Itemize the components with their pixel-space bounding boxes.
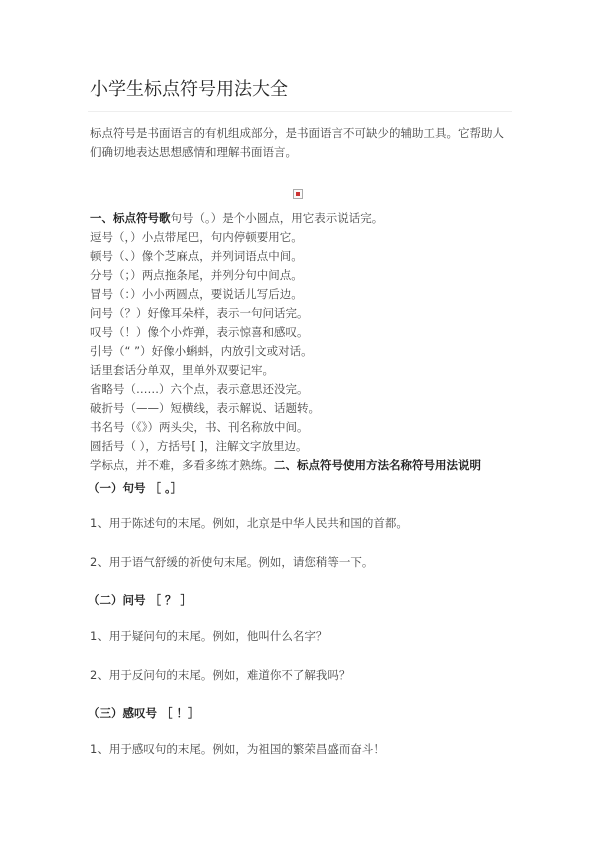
section-heading-exclamation: （三）感叹号 ［ ！］ xyxy=(88,706,200,720)
song-line: 叹号（！）像个小炸弹，表示惊喜和感叹。 xyxy=(90,325,309,339)
section-2-heading: 二、标点符号使用方法名称符号用法说明 xyxy=(274,458,481,472)
section-item: 1、用于感叹句的末尾。例如，为祖国的繁荣昌盛而奋斗！ xyxy=(90,742,385,756)
song-heading: 一、标点符号歌 xyxy=(90,211,171,225)
song-line: 逗号（，）小点带尾巴，句内停顿要用它。 xyxy=(90,230,303,244)
song-line: 顿号（、）像个芝麻点，并列词语点中间。 xyxy=(90,249,303,263)
song-line: 引号（“ ”）好像小蝌蚪，内放引文或对话。 xyxy=(90,344,313,358)
section-item: 2、用于反问句的末尾。例如，难道你不了解我吗？ xyxy=(90,668,351,682)
song-line: 冒号（：）小小两圆点，要说话儿写后边。 xyxy=(90,287,303,301)
song-line: 学标点，并不难，多看多练才熟练。 xyxy=(90,458,274,472)
section-item: 1、用于疑问句的末尾。例如，他叫什么名字？ xyxy=(90,629,328,643)
song-line: 问号（？）好像耳朵样，表示一句问话完。 xyxy=(90,306,309,320)
section-item: 1、用于陈述句的末尾。例如，北京是中华人民共和国的首都。 xyxy=(90,516,408,530)
page-title: 小学生标点符号用法大全 xyxy=(90,79,288,100)
song-line: 句号（。）是个小圆点，用它表示说话完。 xyxy=(170,211,384,225)
song-line: 分号（；）两点拖条尾，并列分句中间点。 xyxy=(90,268,303,282)
song-line: 圆括号（ ），方括号[ ]，注解文字放里边。 xyxy=(90,439,308,453)
title-divider xyxy=(88,111,512,112)
song-last-line xyxy=(90,456,530,475)
song-first-line xyxy=(90,209,530,228)
section-heading-period: （一）句号 ［ 。］ xyxy=(88,481,183,495)
song-line: 破折号（——）短横线，表示解说、话题转。 xyxy=(90,401,320,415)
song-line: 省略号（……）六个点，表示意思还没完。 xyxy=(90,382,309,396)
section-heading-question: （二）问号 ［ ？ ］ xyxy=(88,593,193,607)
section-item: 2、用于语气舒缓的祈使句末尾。例如，请您稍等一下。 xyxy=(90,555,374,569)
song-line: 书名号（《》）两头尖，书、刊名称放中间。 xyxy=(90,420,309,434)
intro-paragraph: 标点符号是书面语言的有机组成部分，是书面语言不可缺少的辅助工具。它帮助人们确切地表达思想感情和理解书面语言。 xyxy=(90,126,504,159)
broken-image-icon xyxy=(293,189,303,199)
punctuation-song xyxy=(90,209,530,475)
song-line: 话里套话分单双，里单外双要记牢。 xyxy=(90,363,274,377)
